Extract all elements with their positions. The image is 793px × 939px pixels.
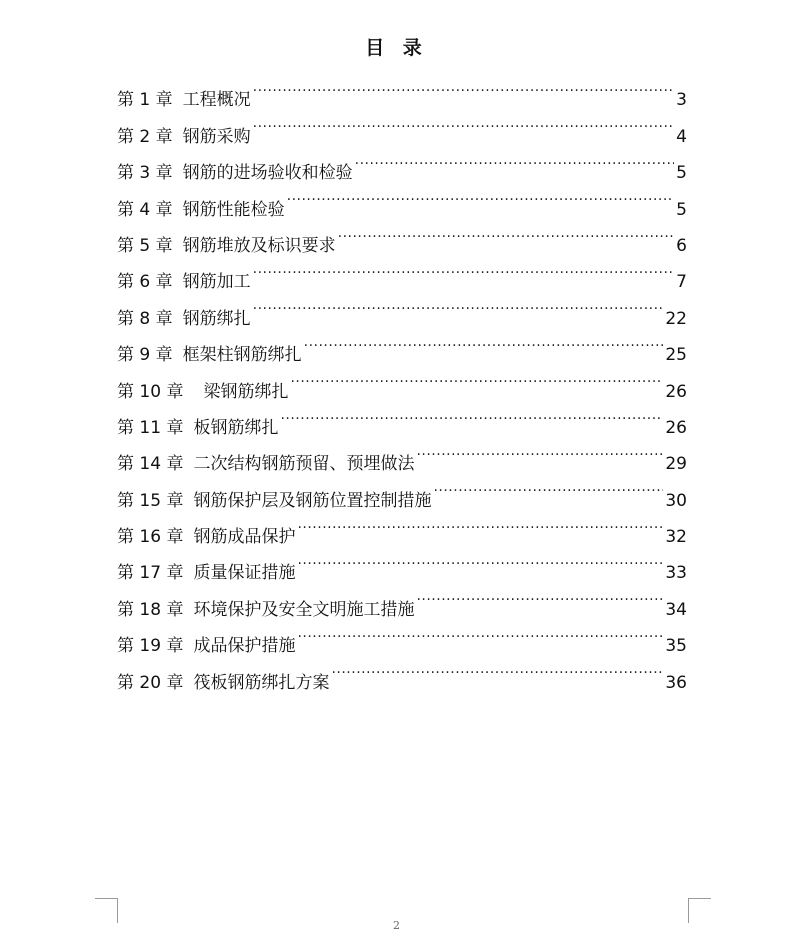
toc-page-number: 35: [665, 636, 687, 657]
toc-chapter-number: 第 6 章: [117, 272, 173, 293]
toc-page-number: 30: [665, 490, 687, 511]
toc-chapter-title: 质量保证措施: [193, 563, 296, 584]
toc-dot-leader: [280, 397, 663, 433]
toc-chapter-number: 第 14 章: [117, 454, 184, 475]
toc-dot-leader: [253, 251, 675, 287]
toc-chapter-number: 第 2 章: [117, 126, 173, 147]
toc-page-number: 26: [665, 381, 687, 402]
toc-chapter-number: 第 9 章: [117, 345, 173, 366]
toc-dot-leader: [433, 469, 663, 505]
toc-page-number: 6: [676, 235, 687, 256]
toc-dot-leader: [253, 69, 675, 105]
toc-dot-leader: [297, 615, 663, 651]
toc-dot-leader: [290, 360, 663, 396]
toc-chapter-title: 钢筋性能检验: [182, 199, 285, 220]
page-number: 2: [393, 919, 400, 932]
toc-chapter-title: 二次结构钢筋预留、预埋做法: [193, 454, 415, 475]
toc-chapter-number: 第 18 章: [117, 599, 184, 620]
toc-page-number: 7: [676, 272, 687, 293]
toc-page-number: 25: [665, 345, 687, 366]
toc-entry[interactable]: [117, 69, 687, 111]
toc-chapter-number: 第 17 章: [117, 563, 184, 584]
toc-dot-leader: [416, 433, 663, 469]
toc-chapter-number: 第 4 章: [117, 199, 173, 220]
toc-chapter-number: 第 1 章: [117, 90, 173, 111]
toc-dot-leader: [253, 105, 675, 141]
toc-page-number: 4: [676, 126, 687, 147]
toc-dot-leader: [253, 287, 664, 323]
toc-chapter-number: 第 15 章: [117, 490, 184, 511]
toc-page-number: 22: [665, 308, 687, 329]
toc-chapter-number: 第 16 章: [117, 527, 184, 548]
toc-chapter-number: 第 8 章: [117, 308, 173, 329]
toc-dot-leader: [416, 578, 663, 614]
toc-page-number: 5: [676, 199, 687, 220]
toc-page-number: 32: [665, 527, 687, 548]
toc-dot-leader: [331, 651, 663, 687]
toc-chapter-title: 钢筋绑扎: [182, 308, 251, 329]
toc-dot-leader: [297, 542, 663, 578]
toc-chapter-title: 环境保护及安全文明施工措施: [193, 599, 415, 620]
toc-page-number: 5: [676, 163, 687, 184]
toc-dot-leader: [304, 324, 664, 360]
toc-chapter-title: 钢筋保护层及钢筋位置控制措施: [193, 490, 432, 511]
toc-chapter-title: 筏板钢筋绑扎方案: [193, 672, 330, 693]
toc-chapter-title: 工程概况: [182, 90, 251, 111]
toc-chapter-title: 板钢筋绑扎: [193, 417, 279, 438]
toc-dot-leader: [297, 506, 663, 542]
toc-page-number: 33: [665, 563, 687, 584]
toc-page-number: 3: [676, 90, 687, 111]
toc-page-number: 26: [665, 417, 687, 438]
toc-chapter-number: 第 10 章: [117, 381, 184, 402]
toc-list: [117, 69, 687, 693]
toc-chapter-title: 钢筋成品保护: [193, 527, 296, 548]
toc-chapter-number: 第 3 章: [117, 163, 173, 184]
toc-chapter-title: 钢筋的进场验收和检验: [182, 163, 353, 184]
toc-chapter-title: 钢筋堆放及标识要求: [182, 235, 336, 256]
toc-chapter-title: 钢筋加工: [182, 272, 251, 293]
toc-chapter-number: 第 11 章: [117, 417, 184, 438]
toc-chapter-title: 梁钢筋绑扎: [203, 381, 289, 402]
toc-chapter-number: 第 5 章: [117, 235, 173, 256]
toc-title: 目 录: [365, 37, 428, 59]
toc-chapter-number: 第 20 章: [117, 672, 184, 693]
toc-chapter-title: 成品保护措施: [193, 636, 296, 657]
toc-dot-leader: [355, 142, 675, 178]
toc-page-number: 36: [665, 672, 687, 693]
toc-chapter-title: 钢筋采购: [182, 126, 251, 147]
toc-chapter-title: 框架柱钢筋绑扎: [182, 345, 302, 366]
toc-dot-leader: [287, 178, 675, 214]
toc-page-number: 34: [665, 599, 687, 620]
toc-page-number: 29: [665, 454, 687, 475]
toc-dot-leader: [338, 215, 675, 251]
toc-chapter-number: 第 19 章: [117, 636, 184, 657]
